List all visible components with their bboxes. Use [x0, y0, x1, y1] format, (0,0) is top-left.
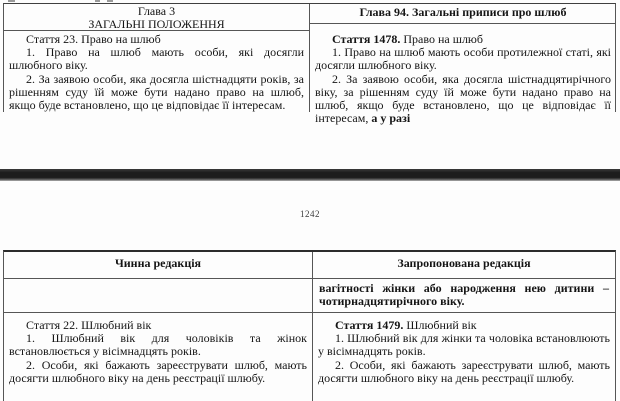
paragraph: Стаття 1478. Право на шлюб	[332, 32, 483, 46]
chapter-heading-current	[4, 4, 309, 31]
paragraph: Стаття 22. Шлюбний вік	[26, 318, 152, 332]
article-23-text	[4, 31, 309, 112]
chapter-number: Глава 3	[137, 4, 176, 18]
paragraph: 1. Шлюбний вік для чоловіків та жінок встановлюється у вісімнадцять років.	[9, 331, 307, 359]
page-number: 1242	[300, 209, 320, 219]
chapter-heading-proposed: Глава 94. Загальні приписи про шлюб	[310, 4, 616, 24]
paragraph: 2. За заявою особи, яка досягла шістнадцятирічного віку, за рішенням суду їй може бути надано право на шлюб, якщо буде встановлено, що це відповідає її інтересам, а у разі	[315, 71, 611, 126]
article-22-text	[4, 313, 313, 401]
column-current-edition	[4, 4, 310, 112]
chapter-title: ЗАГАЛЬНІ ПОЛОЖЕННЯ	[88, 17, 225, 31]
page-separator	[0, 169, 620, 181]
paragraph: 2. За заявою особи, яка досягла шістнадцяти років, за рішенням суду їй може бути надано право на шлюб, якщо буде встановлено, що це відповідає її інтересам.	[9, 71, 304, 113]
paragraph: 1. Право на шлюб мають особи, які досягли шлюбного віку.	[9, 45, 304, 73]
header-current-edition: Чинна редакція	[4, 252, 313, 278]
clipped-text-remnant	[107, 0, 113, 2]
header-proposed-edition: Запропонована редакція	[397, 256, 531, 270]
column-proposed-edition	[310, 4, 616, 126]
empty-cell	[4, 279, 313, 312]
clipped-text-remnant	[8, 0, 15, 2]
article-row	[4, 313, 615, 401]
comparison-table-top	[3, 3, 616, 126]
comparison-table-bottom	[3, 250, 616, 401]
clipped-text-remnant	[95, 0, 100, 2]
article-1478-continuation: вагітності жінки або народження нею дитини – чотирнадцятирічного віку.	[319, 281, 609, 309]
table-header-row	[4, 252, 615, 279]
paragraph: Стаття 1479. Шлюбний вік	[335, 318, 477, 332]
paragraph: 2. Особи, які бажають зареєструвати шлюб, мають досягти шлюбного віку на день реєстрації шлюбу.	[9, 357, 307, 385]
paragraph: 1. Право на шлюб мають особи протилежної статі, які досягли шлюбного віку.	[315, 45, 611, 73]
paragraph: 1. Шлюбний вік для жінки та чоловіка встановлюють у вісімнадцять років.	[318, 331, 610, 359]
article-1478-text	[310, 24, 616, 125]
continuation-row	[4, 279, 615, 313]
article-1479-text	[313, 313, 615, 401]
paragraph: 2. Особи, які бажають зареєструвати шлюб, мають досягти шлюбного віку на день реєстрації шлюбу.	[318, 357, 610, 385]
paragraph: Стаття 23. Право на шлюб	[26, 32, 161, 46]
